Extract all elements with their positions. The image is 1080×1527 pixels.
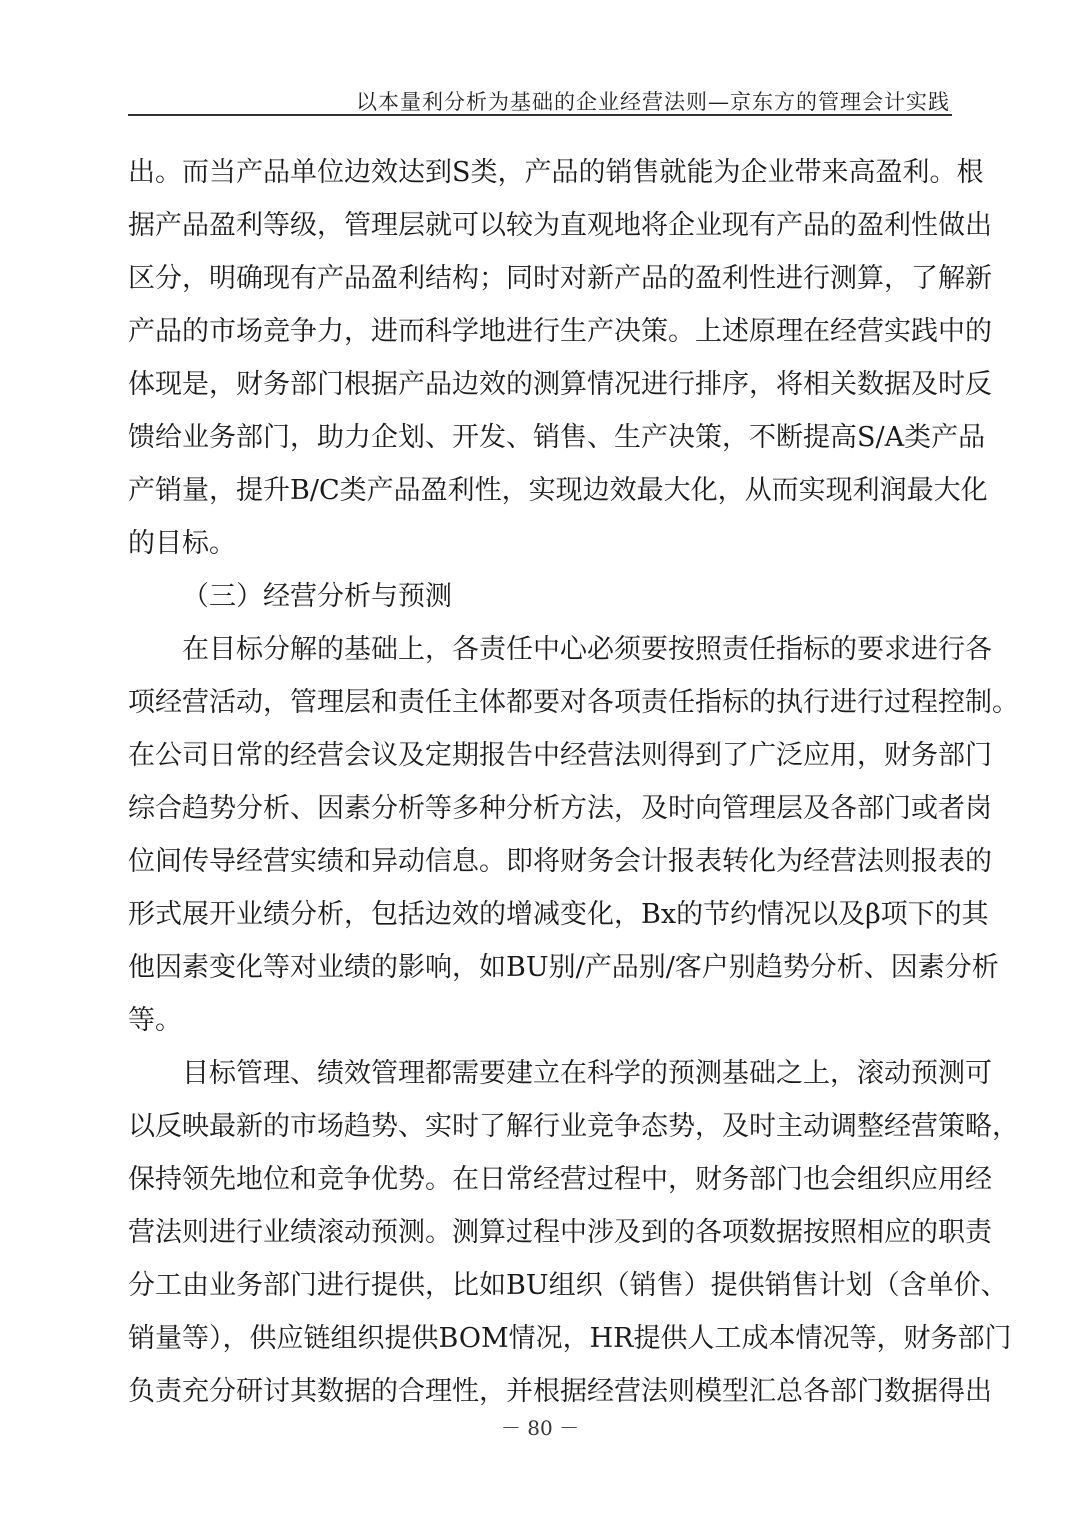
text-line: 他因素变化等对业绩的影响，如BU别/产品别/客户别趋势分析、因素分析 xyxy=(128,952,999,983)
text-line: 负责充分研讨其数据的合理性，并根据经营法则模型汇总各部门数据得出 xyxy=(128,1376,992,1407)
text-line: 保持领先地位和竞争优势。在日常经营过程中，财务部门也会组织应用经 xyxy=(128,1164,992,1195)
text-line: 综合趋势分析、因素分析等多种分析方法，及时向管理层及各部门或者岗 xyxy=(128,793,992,824)
section-heading: （三）经营分析与预测 xyxy=(182,581,452,612)
text-line: 出。而当产品单位边效达到S类，产品的销售就能为企业带来高盈利。根 xyxy=(128,157,984,188)
paragraph-1 xyxy=(128,146,992,570)
text-line: 分工由业务部门进行提供，比如BU组织（销售）提供销售计划（含单价、 xyxy=(128,1270,1008,1301)
body-text xyxy=(128,146,1019,1418)
text-line: 以反映最新的市场趋势、实时了解行业竞争态势，及时主动调整经营策略， xyxy=(128,1111,1019,1142)
text-line: 形式展开业绩分析，包括边效的增减变化，Bx的节约情况以及β项下的其 xyxy=(128,899,989,930)
text-line: 馈给业务部门，助力企划、开发、销售、生产决策，不断提高S/A类产品 xyxy=(128,422,986,453)
text-line: 项经营活动，管理层和责任主体都要对各项责任指标的执行进行过程控制。 xyxy=(128,687,1019,718)
text-line: 产品的市场竞争力，进而科学地进行生产决策。上述原理在经营实践中的 xyxy=(128,316,992,347)
text-line: 等。 xyxy=(128,1005,182,1036)
text-line: 的目标。 xyxy=(128,528,236,559)
page-number: － 80 － xyxy=(500,1416,580,1440)
text-line: 目标管理、绩效管理都需要建立在科学的预测基础之上，滚动预测可 xyxy=(182,1058,992,1089)
header-divider xyxy=(128,114,952,116)
text-line: 营法则进行业绩滚动预测。测算过程中涉及到的各项数据按照相应的职责 xyxy=(128,1217,992,1248)
text-line: 体现是，财务部门根据产品边效的测算情况进行排序，将相关数据及时反 xyxy=(128,369,992,400)
paragraph-2 xyxy=(128,623,1019,1047)
text-line: 销量等），供应链组织提供BOM情况，HR提供人工成本情况等，财务部门 xyxy=(128,1323,1012,1354)
text-line: 位间传导经营实绩和异动信息。即将财务会计报表转化为经营法则报表的 xyxy=(128,846,992,877)
text-line: 据产品盈利等级，管理层就可以较为直观地将企业现有产品的盈利性做出 xyxy=(128,210,992,241)
text-line: 区分，明确现有产品盈利结构；同时对新产品的盈利性进行测算，了解新 xyxy=(128,263,992,294)
text-line: 产销量，提升B/C类产品盈利性，实现边效最大化，从而实现利润最大化 xyxy=(128,475,988,506)
text-line: 在目标分解的基础上，各责任中心必须要按照责任指标的要求进行各 xyxy=(182,634,992,665)
paragraph-3 xyxy=(128,1047,1019,1418)
text-line: 在公司日常的经营会议及定期报告中经营法则得到了广泛应用，财务部门 xyxy=(128,740,992,771)
running-header: 以本量利分析为基础的企业经营法则—京东方的管理会计实践 xyxy=(356,90,950,114)
